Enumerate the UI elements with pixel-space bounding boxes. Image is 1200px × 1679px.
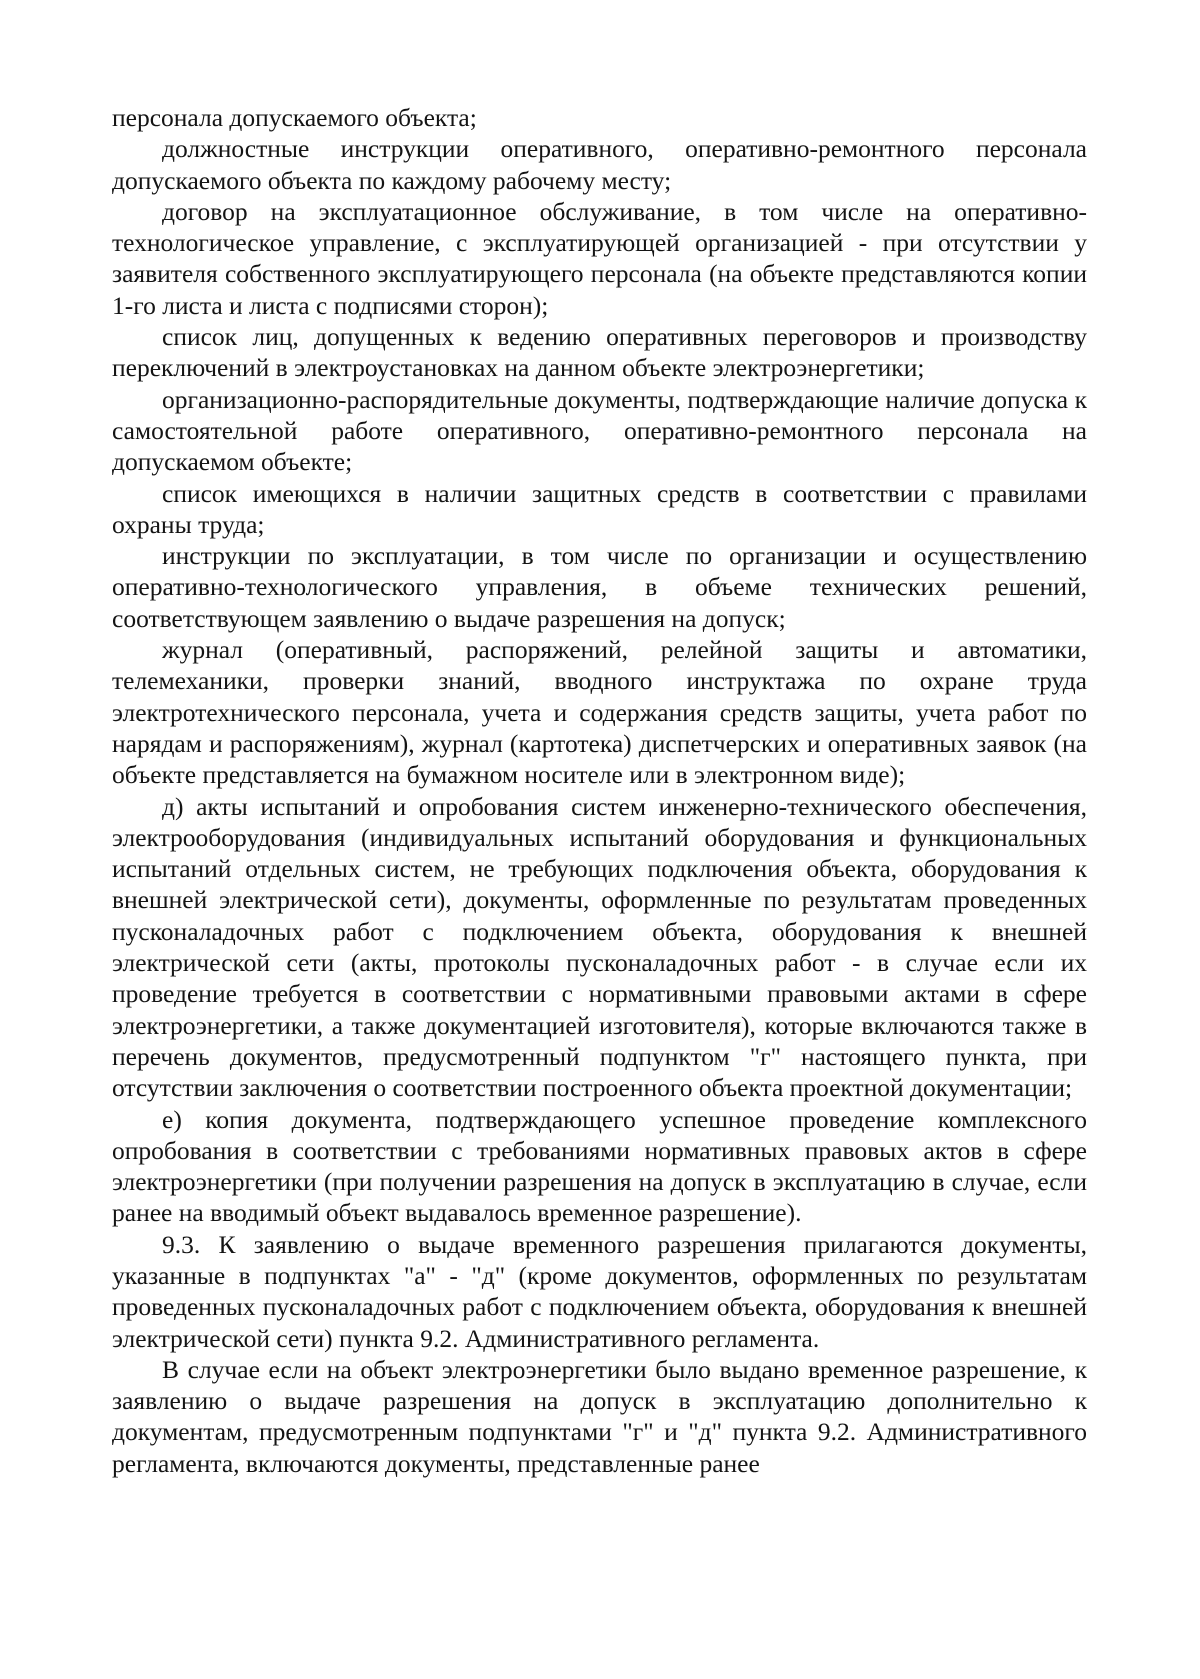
paragraph-item-e: е) копия документа, подтверждающего успешное проведение комплексного опробования в соответствии с требованиями нормативных правовых актов в сфере электроэнергетики (при получении разрешения на допуск в эксплуатацию в случае, если ранее на вводимый объект выдавалось временное разрешение). — [112, 1104, 1087, 1228]
paragraph-persons-list: список лиц, допущенных к ведению оперативных переговоров и производству переключений в электроустановках на данном объекте электроэнергетики; — [112, 322, 1087, 383]
paragraph-admin-documents: организационно-распорядительные документы, подтверждающие наличие допуска к самостоятельной работе оперативного, оперативно-ремонтного персонала на допускаемом объекте; — [112, 384, 1087, 477]
paragraph-service-contract: договор на эксплуатационное обслуживание, в том числе на оперативно-технологическое управление, с эксплуатирующей организацией - при отсутствии у заявителя собственного эксплуатирующего персонала (на объекте представляются копии 1-го листа и листа с подписями сторон); — [112, 196, 1087, 320]
paragraph-operation-instructions: инструкции по эксплуатации, в том числе по организации и осуществлению оперативно-технологического управления, в объеме технических решений, соответствующем заявлению о выдаче разрешения на допуск; — [112, 541, 1087, 633]
document-body — [112, 102, 1087, 1479]
paragraph-item-d: д) акты испытаний и опробования систем инженерно-технического обеспечения, электрооборудования (индивидуальных испытаний оборудования и функциональных испытаний отдельных систем, не требующих подключения объекта, оборудования к внешней электрической сети), документы, оформленные по результатам проведенных пусконаладочных работ с подключением объекта, оборудования к внешней электрической сети (акты, протоколы пусконаладочных работ - в случае если их проведение требуется в соответствии с нормативными правовыми актами в сфере электроэнергетики, а также документацией изготовителя), которые включаются также в перечень документов, предусмотренный подпунктом "г" настоящего пункта, при отсутствии заключения о соответствии построенного объекта проектной документации; — [112, 791, 1087, 1103]
paragraph-journals: журнал (оперативный, распоряжений, релейной защиты и автоматики, телемеханики, проверки знаний, вводного инструктажа по охране труда электротехнического персонала, учета и содержания средств защиты, учета работ по нарядам и распоряжениям), журнал (картотека) диспетчерских и оперативных заявок (на объекте представляется на бумажном носителе или в электронном виде); — [112, 635, 1087, 790]
paragraph-staff-continuation: персонала допускаемого объекта; — [112, 103, 477, 132]
paragraph-protective-means: список имеющихся в наличии защитных средств в соответствии с правилами охраны труда; — [112, 478, 1087, 539]
paragraph-section-9-3: 9.3. К заявлению о выдаче временного разрешения прилагаются документы, указанные в подпунктах "а" - "д" (кроме документов, оформленных по результатам проведенных пусконаладочных работ с подключением объекта, оборудования к внешней электрической сети) пункта 9.2. Административного регламента. — [112, 1229, 1087, 1353]
paragraph-temporary-permit: В случае если на объект электроэнергетики было выдано временное разрешение, к заявлению о выдаче разрешения на допуск в эксплуатацию дополнительно к документам, предусмотренным подпунктами "г" и "д" пункта 9.2. Административного регламента, включаются документы, представленные ранее — [112, 1354, 1087, 1478]
paragraph-job-instructions: должностные инструкции оперативного, оперативно-ремонтного персонала допускаемого объекта по каждому рабочему месту; — [112, 134, 1087, 195]
